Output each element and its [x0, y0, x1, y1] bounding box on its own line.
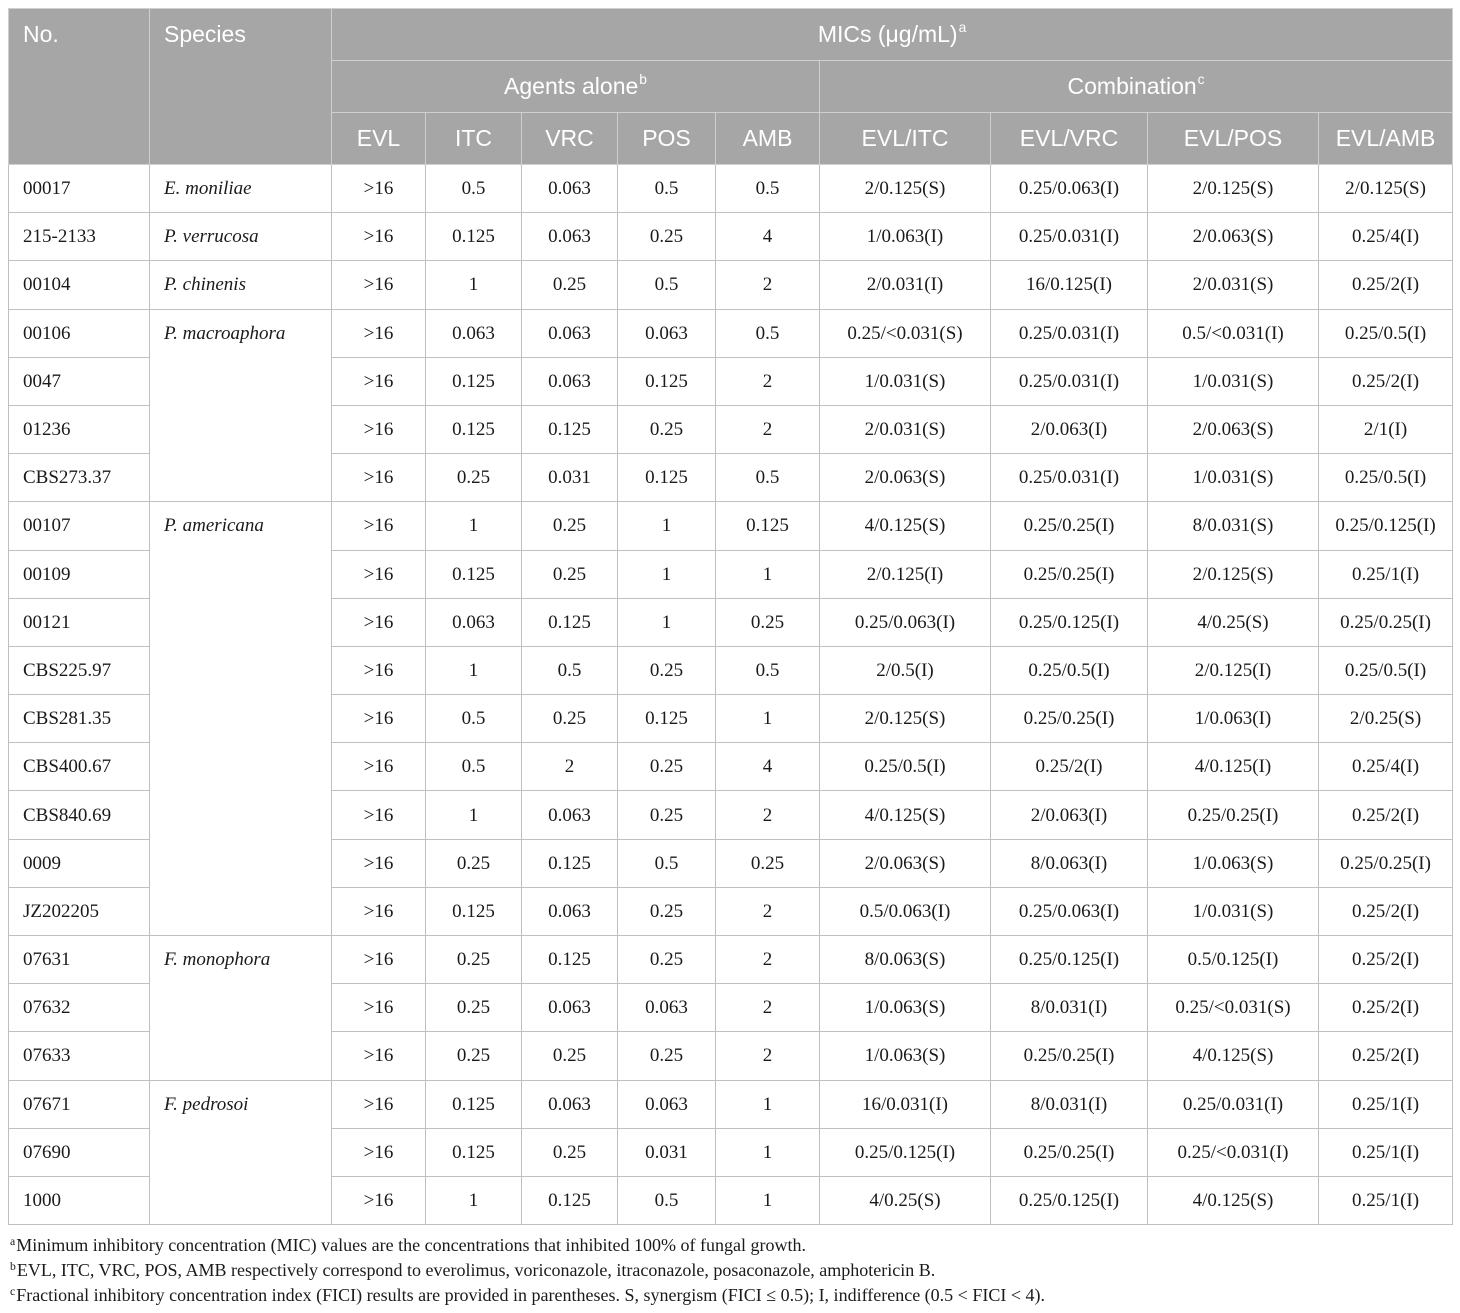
header-mics-footnote-mark: a	[958, 19, 967, 35]
mic-amb-cell: 2	[716, 261, 820, 309]
mic-evl-vrc-cell: 0.25/0.125(I)	[991, 936, 1148, 984]
strain-number-cell: 0047	[9, 357, 150, 405]
mic-evl-cell: >16	[332, 646, 426, 694]
footnote-a	[8, 1233, 1452, 1258]
footnote-b	[8, 1258, 1452, 1283]
mic-amb-cell: 2	[716, 791, 820, 839]
mic-evl-cell: >16	[332, 984, 426, 1032]
mic-itc-cell: 0.5	[426, 743, 522, 791]
mic-evl-amb-cell: 0.25/1(I)	[1319, 1080, 1453, 1128]
mic-evl-pos-cell: 1/0.031(S)	[1148, 887, 1319, 935]
mic-evl-vrc-cell: 0.25/0.25(I)	[991, 1032, 1148, 1080]
mic-amb-cell: 1	[716, 1176, 820, 1224]
mic-evl-cell: >16	[332, 309, 426, 357]
mic-pos-cell: 0.25	[618, 1032, 716, 1080]
column-header-pos: POS	[618, 113, 716, 165]
mic-vrc-cell: 0.063	[522, 165, 618, 213]
mic-pos-cell: 0.25	[618, 936, 716, 984]
mic-evl-vrc-cell: 2/0.063(I)	[991, 791, 1148, 839]
mic-pos-cell: 0.063	[618, 1080, 716, 1128]
mic-vrc-cell: 0.063	[522, 213, 618, 261]
table-row	[9, 165, 1453, 213]
header-species: Species	[150, 9, 332, 165]
mic-evl-pos-cell: 4/0.125(S)	[1148, 1032, 1319, 1080]
header-row-top	[9, 9, 1453, 61]
mic-evl-pos-cell: 2/0.125(I)	[1148, 646, 1319, 694]
mic-evl-pos-cell: 1/0.031(S)	[1148, 454, 1319, 502]
mic-vrc-cell: 0.063	[522, 887, 618, 935]
mic-evl-vrc-cell: 0.25/0.5(I)	[991, 646, 1148, 694]
mic-evl-itc-cell: 2/0.125(S)	[820, 165, 991, 213]
mic-evl-amb-cell: 0.25/0.25(I)	[1319, 598, 1453, 646]
strain-number-cell: 01236	[9, 405, 150, 453]
mic-evl-vrc-cell: 0.25/0.25(I)	[991, 1128, 1148, 1176]
mic-vrc-cell: 0.031	[522, 454, 618, 502]
mic-itc-cell: 0.125	[426, 357, 522, 405]
mic-evl-cell: >16	[332, 502, 426, 550]
mic-vrc-cell: 0.125	[522, 936, 618, 984]
mic-evl-amb-cell: 2/0.125(S)	[1319, 165, 1453, 213]
mic-evl-vrc-cell: 0.25/0.031(I)	[991, 309, 1148, 357]
mic-itc-cell: 1	[426, 646, 522, 694]
mic-vrc-cell: 0.063	[522, 357, 618, 405]
mic-evl-vrc-cell: 0.25/0.031(I)	[991, 454, 1148, 502]
strain-number-cell: 07690	[9, 1128, 150, 1176]
mic-vrc-cell: 0.25	[522, 1128, 618, 1176]
species-cell: P. americana	[150, 502, 332, 936]
mic-evl-itc-cell: 0.25/0.063(I)	[820, 598, 991, 646]
table-row	[9, 213, 1453, 261]
mic-pos-cell: 0.25	[618, 213, 716, 261]
strain-number-cell: 07631	[9, 936, 150, 984]
mic-itc-cell: 1	[426, 261, 522, 309]
species-cell: E. moniliae	[150, 165, 332, 213]
mic-evl-amb-cell: 0.25/2(I)	[1319, 791, 1453, 839]
mic-evl-cell: >16	[332, 695, 426, 743]
mic-evl-cell: >16	[332, 598, 426, 646]
mic-evl-amb-cell: 0.25/0.5(I)	[1319, 646, 1453, 694]
mic-evl-pos-cell: 1/0.031(S)	[1148, 357, 1319, 405]
mic-evl-itc-cell: 1/0.063(S)	[820, 1032, 991, 1080]
mic-itc-cell: 0.125	[426, 405, 522, 453]
mic-amb-cell: 0.5	[716, 646, 820, 694]
header-mics	[332, 9, 1453, 61]
mic-evl-amb-cell: 2/0.25(S)	[1319, 695, 1453, 743]
mic-evl-itc-cell: 4/0.125(S)	[820, 791, 991, 839]
mic-evl-pos-cell: 8/0.031(S)	[1148, 502, 1319, 550]
footnote-text: EVL, ITC, VRC, POS, AMB respectively correspond to everolimus, voriconazole, itraconazole, posaconazole, amphotericin B.	[16, 1260, 936, 1281]
column-header-evl-vrc: EVL/VRC	[991, 113, 1148, 165]
mic-evl-amb-cell: 2/1(I)	[1319, 405, 1453, 453]
mic-evl-vrc-cell: 0.25/0.063(I)	[991, 165, 1148, 213]
mic-itc-cell: 0.063	[426, 309, 522, 357]
mic-amb-cell: 4	[716, 213, 820, 261]
mic-amb-cell: 0.125	[716, 502, 820, 550]
column-header-evl-amb: EVL/AMB	[1319, 113, 1453, 165]
strain-number-cell: JZ202205	[9, 887, 150, 935]
mic-vrc-cell: 0.063	[522, 791, 618, 839]
mic-evl-itc-cell: 0.25/0.5(I)	[820, 743, 991, 791]
mic-itc-cell: 0.125	[426, 887, 522, 935]
mic-pos-cell: 0.031	[618, 1128, 716, 1176]
mic-vrc-cell: 0.125	[522, 1176, 618, 1224]
mic-pos-cell: 0.063	[618, 309, 716, 357]
mic-evl-vrc-cell: 0.25/0.125(I)	[991, 598, 1148, 646]
mic-evl-cell: >16	[332, 1080, 426, 1128]
table-body	[9, 165, 1453, 1225]
table-row	[9, 309, 1453, 357]
mic-evl-cell: >16	[332, 936, 426, 984]
strain-number-cell: 00107	[9, 502, 150, 550]
mic-pos-cell: 0.125	[618, 454, 716, 502]
mic-evl-itc-cell: 1/0.031(S)	[820, 357, 991, 405]
mic-evl-pos-cell: 1/0.063(I)	[1148, 695, 1319, 743]
footnote-text: Minimum inhibitory concentration (MIC) values are the concentrations that inhibited 100% of fungal growth.	[16, 1235, 806, 1256]
mic-evl-pos-cell: 0.25/<0.031(I)	[1148, 1128, 1319, 1176]
header-agents-alone-footnote-mark: b	[639, 71, 647, 87]
mic-evl-vrc-cell: 8/0.031(I)	[991, 984, 1148, 1032]
mic-amb-cell: 0.5	[716, 454, 820, 502]
header-no: No.	[9, 9, 150, 165]
mic-evl-itc-cell: 8/0.063(S)	[820, 936, 991, 984]
mic-evl-amb-cell: 0.25/1(I)	[1319, 1176, 1453, 1224]
mic-evl-pos-cell: 0.5/<0.031(I)	[1148, 309, 1319, 357]
header-agents-alone-label: Agents alone	[504, 73, 639, 99]
mic-vrc-cell: 0.25	[522, 695, 618, 743]
mic-evl-itc-cell: 4/0.125(S)	[820, 502, 991, 550]
strain-number-cell: 00121	[9, 598, 150, 646]
mic-evl-vrc-cell: 0.25/0.25(I)	[991, 550, 1148, 598]
strain-number-cell: CBS273.37	[9, 454, 150, 502]
mic-itc-cell: 0.25	[426, 984, 522, 1032]
mic-evl-cell: >16	[332, 261, 426, 309]
column-header-itc: ITC	[426, 113, 522, 165]
mic-evl-vrc-cell: 0.25/0.25(I)	[991, 502, 1148, 550]
mic-itc-cell: 0.25	[426, 1032, 522, 1080]
mic-evl-pos-cell: 2/0.125(S)	[1148, 165, 1319, 213]
strain-number-cell: 07671	[9, 1080, 150, 1128]
mic-vrc-cell: 0.25	[522, 550, 618, 598]
mic-evl-amb-cell: 0.25/2(I)	[1319, 1032, 1453, 1080]
mic-evl-cell: >16	[332, 839, 426, 887]
mic-evl-pos-cell: 2/0.063(S)	[1148, 405, 1319, 453]
mic-evl-pos-cell: 2/0.063(S)	[1148, 213, 1319, 261]
mic-evl-amb-cell: 0.25/0.5(I)	[1319, 309, 1453, 357]
mic-amb-cell: 2	[716, 887, 820, 935]
strain-number-cell: CBS840.69	[9, 791, 150, 839]
species-cell: P. verrucosa	[150, 213, 332, 261]
mic-pos-cell: 0.5	[618, 165, 716, 213]
strain-number-cell: CBS281.35	[9, 695, 150, 743]
mic-pos-cell: 0.25	[618, 646, 716, 694]
mic-evl-vrc-cell: 0.25/0.031(I)	[991, 213, 1148, 261]
strain-number-cell: CBS225.97	[9, 646, 150, 694]
mic-amb-cell: 4	[716, 743, 820, 791]
mic-itc-cell: 0.5	[426, 695, 522, 743]
species-cell: P. macroaphora	[150, 309, 332, 502]
mic-evl-vrc-cell: 0.25/0.031(I)	[991, 357, 1148, 405]
mic-evl-pos-cell: 4/0.125(I)	[1148, 743, 1319, 791]
mic-evl-pos-cell: 1/0.063(S)	[1148, 839, 1319, 887]
mic-amb-cell: 1	[716, 550, 820, 598]
strain-number-cell: 215-2133	[9, 213, 150, 261]
mic-evl-itc-cell: 2/0.063(S)	[820, 839, 991, 887]
mic-evl-pos-cell: 2/0.125(S)	[1148, 550, 1319, 598]
mic-evl-pos-cell: 4/0.125(S)	[1148, 1176, 1319, 1224]
footnote-text: Fractional inhibitory concentration index (FICI) results are provided in parentheses. S, synergism (FICI ≤ 0.5); I, indifference (0.5 < FICI < 4).	[16, 1285, 1045, 1306]
mic-evl-amb-cell: 0.25/0.125(I)	[1319, 502, 1453, 550]
mic-evl-cell: >16	[332, 791, 426, 839]
strain-number-cell: 0009	[9, 839, 150, 887]
mic-pos-cell: 0.125	[618, 357, 716, 405]
header-combination	[820, 61, 1453, 113]
mic-amb-cell: 2	[716, 357, 820, 405]
mic-evl-itc-cell: 0.25/0.125(I)	[820, 1128, 991, 1176]
mic-pos-cell: 0.25	[618, 791, 716, 839]
mic-evl-vrc-cell: 0.25/0.125(I)	[991, 1176, 1148, 1224]
mic-evl-vrc-cell: 2/0.063(I)	[991, 405, 1148, 453]
mic-evl-amb-cell: 0.25/2(I)	[1319, 357, 1453, 405]
mic-evl-cell: >16	[332, 887, 426, 935]
mic-itc-cell: 0.063	[426, 598, 522, 646]
mic-itc-cell: 0.125	[426, 550, 522, 598]
table-row	[9, 936, 1453, 984]
mic-itc-cell: 1	[426, 791, 522, 839]
mic-evl-amb-cell: 0.25/1(I)	[1319, 1128, 1453, 1176]
table-header	[9, 9, 1453, 165]
mic-vrc-cell: 0.063	[522, 1080, 618, 1128]
mic-evl-vrc-cell: 8/0.031(I)	[991, 1080, 1148, 1128]
species-cell: F. pedrosoi	[150, 1080, 332, 1225]
species-cell: F. monophora	[150, 936, 332, 1081]
mic-evl-amb-cell: 0.25/1(I)	[1319, 550, 1453, 598]
mic-evl-cell: >16	[332, 1176, 426, 1224]
mic-evl-vrc-cell: 16/0.125(I)	[991, 261, 1148, 309]
mic-evl-pos-cell: 0.25/0.25(I)	[1148, 791, 1319, 839]
strain-number-cell: 07632	[9, 984, 150, 1032]
mic-evl-itc-cell: 1/0.063(I)	[820, 213, 991, 261]
mic-pos-cell: 0.25	[618, 405, 716, 453]
mic-amb-cell: 2	[716, 936, 820, 984]
mic-evl-vrc-cell: 0.25/0.063(I)	[991, 887, 1148, 935]
mic-evl-vrc-cell: 0.25/0.25(I)	[991, 695, 1148, 743]
mic-itc-cell: 1	[426, 1176, 522, 1224]
column-header-evl-pos: EVL/POS	[1148, 113, 1319, 165]
mic-evl-amb-cell: 0.25/0.25(I)	[1319, 839, 1453, 887]
mic-evl-itc-cell: 2/0.031(I)	[820, 261, 991, 309]
mic-amb-cell: 2	[716, 984, 820, 1032]
mic-pos-cell: 0.5	[618, 261, 716, 309]
table-container	[8, 8, 1452, 1308]
mic-evl-pos-cell: 0.25/<0.031(S)	[1148, 984, 1319, 1032]
mic-evl-itc-cell: 0.25/<0.031(S)	[820, 309, 991, 357]
mic-evl-itc-cell: 2/0.063(S)	[820, 454, 991, 502]
mic-pos-cell: 0.063	[618, 984, 716, 1032]
mic-table	[8, 8, 1453, 1225]
strain-number-cell: 00109	[9, 550, 150, 598]
mic-itc-cell: 0.125	[426, 1128, 522, 1176]
mic-pos-cell: 1	[618, 502, 716, 550]
species-cell: P. chinenis	[150, 261, 332, 309]
mic-evl-itc-cell: 2/0.031(S)	[820, 405, 991, 453]
header-combination-footnote-mark: c	[1197, 71, 1205, 87]
column-header-evl-itc: EVL/ITC	[820, 113, 991, 165]
mic-evl-cell: >16	[332, 405, 426, 453]
table-row	[9, 1080, 1453, 1128]
mic-vrc-cell: 0.125	[522, 598, 618, 646]
mic-evl-amb-cell: 0.25/2(I)	[1319, 887, 1453, 935]
mic-vrc-cell: 0.125	[522, 839, 618, 887]
mic-evl-amb-cell: 0.25/4(I)	[1319, 213, 1453, 261]
mic-evl-amb-cell: 0.25/4(I)	[1319, 743, 1453, 791]
mic-vrc-cell: 0.25	[522, 1032, 618, 1080]
mic-pos-cell: 0.25	[618, 887, 716, 935]
mic-itc-cell: 0.25	[426, 454, 522, 502]
mic-pos-cell: 1	[618, 598, 716, 646]
header-agents-alone	[332, 61, 820, 113]
mic-amb-cell: 0.5	[716, 309, 820, 357]
mic-vrc-cell: 0.25	[522, 502, 618, 550]
column-header-vrc: VRC	[522, 113, 618, 165]
mic-evl-cell: >16	[332, 357, 426, 405]
header-combination-label: Combination	[1067, 73, 1197, 99]
mic-evl-cell: >16	[332, 165, 426, 213]
mic-evl-cell: >16	[332, 454, 426, 502]
column-header-evl: EVL	[332, 113, 426, 165]
footnote-mark: b	[10, 1259, 16, 1273]
mic-vrc-cell: 0.063	[522, 984, 618, 1032]
mic-amb-cell: 1	[716, 695, 820, 743]
mic-pos-cell: 0.25	[618, 743, 716, 791]
strain-number-cell: 00017	[9, 165, 150, 213]
mic-itc-cell: 0.25	[426, 936, 522, 984]
mic-amb-cell: 0.25	[716, 598, 820, 646]
mic-evl-itc-cell: 1/0.063(S)	[820, 984, 991, 1032]
header-mics-label: MICs (μg/mL)	[817, 21, 958, 47]
mic-pos-cell: 1	[618, 550, 716, 598]
mic-itc-cell: 0.125	[426, 1080, 522, 1128]
mic-evl-vrc-cell: 0.25/2(I)	[991, 743, 1148, 791]
strain-number-cell: CBS400.67	[9, 743, 150, 791]
footnote-c	[8, 1283, 1452, 1308]
footnote-mark: c	[10, 1284, 16, 1298]
mic-evl-itc-cell: 4/0.25(S)	[820, 1176, 991, 1224]
mic-vrc-cell: 2	[522, 743, 618, 791]
mic-amb-cell: 0.5	[716, 165, 820, 213]
mic-evl-vrc-cell: 8/0.063(I)	[991, 839, 1148, 887]
mic-evl-itc-cell: 16/0.031(I)	[820, 1080, 991, 1128]
strain-number-cell: 1000	[9, 1176, 150, 1224]
mic-evl-cell: >16	[332, 1032, 426, 1080]
strain-number-cell: 07633	[9, 1032, 150, 1080]
mic-pos-cell: 0.5	[618, 1176, 716, 1224]
mic-amb-cell: 0.25	[716, 839, 820, 887]
footnote-mark: a	[10, 1234, 16, 1248]
mic-vrc-cell: 0.063	[522, 309, 618, 357]
mic-itc-cell: 1	[426, 502, 522, 550]
mic-vrc-cell: 0.5	[522, 646, 618, 694]
mic-vrc-cell: 0.125	[522, 405, 618, 453]
mic-evl-itc-cell: 2/0.125(I)	[820, 550, 991, 598]
mic-evl-itc-cell: 2/0.125(S)	[820, 695, 991, 743]
mic-amb-cell: 2	[716, 1032, 820, 1080]
mic-amb-cell: 1	[716, 1080, 820, 1128]
mic-pos-cell: 0.5	[618, 839, 716, 887]
mic-evl-amb-cell: 0.25/2(I)	[1319, 984, 1453, 1032]
mic-evl-cell: >16	[332, 1128, 426, 1176]
mic-evl-amb-cell: 0.25/2(I)	[1319, 936, 1453, 984]
table-row	[9, 502, 1453, 550]
mic-pos-cell: 0.125	[618, 695, 716, 743]
mic-evl-pos-cell: 4/0.25(S)	[1148, 598, 1319, 646]
strain-number-cell: 00104	[9, 261, 150, 309]
strain-number-cell: 00106	[9, 309, 150, 357]
mic-evl-itc-cell: 2/0.5(I)	[820, 646, 991, 694]
mic-evl-pos-cell: 0.5/0.125(I)	[1148, 936, 1319, 984]
mic-evl-pos-cell: 2/0.031(S)	[1148, 261, 1319, 309]
mic-itc-cell: 0.125	[426, 213, 522, 261]
mic-amb-cell: 2	[716, 405, 820, 453]
mic-evl-amb-cell: 0.25/2(I)	[1319, 261, 1453, 309]
mic-evl-cell: >16	[332, 743, 426, 791]
mic-vrc-cell: 0.25	[522, 261, 618, 309]
table-row	[9, 261, 1453, 309]
mic-amb-cell: 1	[716, 1128, 820, 1176]
column-header-amb: AMB	[716, 113, 820, 165]
mic-itc-cell: 0.5	[426, 165, 522, 213]
mic-evl-amb-cell: 0.25/0.5(I)	[1319, 454, 1453, 502]
mic-evl-cell: >16	[332, 550, 426, 598]
mic-evl-pos-cell: 0.25/0.031(I)	[1148, 1080, 1319, 1128]
mic-itc-cell: 0.25	[426, 839, 522, 887]
footnotes	[8, 1233, 1452, 1308]
mic-evl-itc-cell: 0.5/0.063(I)	[820, 887, 991, 935]
mic-evl-cell: >16	[332, 213, 426, 261]
